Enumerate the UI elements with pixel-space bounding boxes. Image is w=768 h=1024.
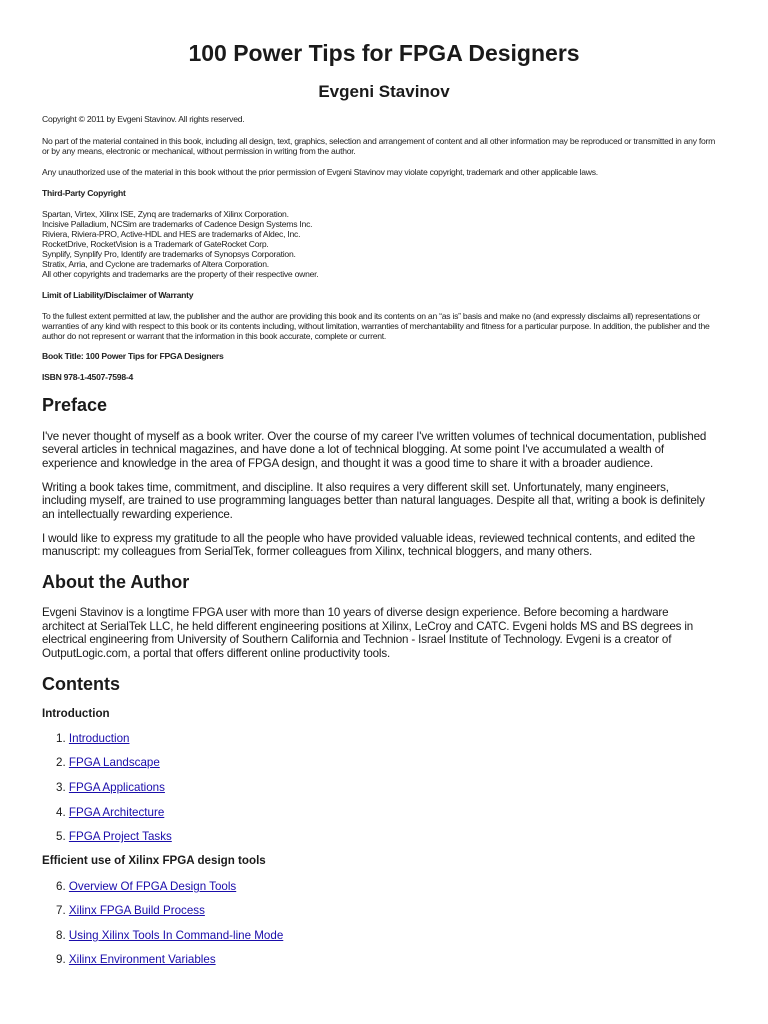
toc-item (56, 904, 205, 918)
toc-link-fpga-project-tasks[interactable]: FPGA Project Tasks (68, 830, 172, 843)
about-line: architect at SerialTek LLC, he held different engineering positions at Xilinx, LeCroy and CATC. Evgeni holds MS and BS degrees in (42, 620, 694, 633)
toc-number: 4. (56, 806, 66, 819)
trademark-line: Spartan, Virtex, Xilinx ISE, Zynq are trademarks of Xilinx Corporation. (42, 209, 289, 219)
book-title: 100 Power Tips for FPGA Designers (188, 40, 580, 66)
toc-item (56, 756, 160, 770)
trademark-line: RocketDrive, RocketVision is a Trademark of GateRocket Corp. (42, 239, 269, 249)
toc-link-overview-design-tools[interactable]: Overview Of FPGA Design Tools (68, 880, 237, 893)
liability-heading: Limit of Liability/Disclaimer of Warranty (42, 290, 194, 300)
liability-line: To the fullest extent permitted at law, the publisher and the author are providing this book and its contents on an “as is” basis and make no (and expressly disclaims all) representations or (42, 311, 701, 321)
trademark-line: Incisive Palladium, NCSim are trademarks of Cadence Design Systems Inc. (42, 219, 313, 229)
book-author: Evgeni Stavinov (318, 82, 450, 101)
preface-line: including myself, are trained to use programming languages better than natural languages. Despite all that, writing a book is definitely (42, 494, 705, 507)
toc-number: 6. (56, 880, 66, 893)
toc-link-command-line-mode[interactable]: Using Xilinx Tools In Command-line Mode (68, 929, 284, 942)
toc-link-fpga-architecture[interactable]: FPGA Architecture (68, 806, 165, 819)
about-line: Evgeni Stavinov is a longtime FPGA user with more than 10 years of diverse design experience. Before becoming a hardware (42, 606, 669, 619)
contents-section-xilinx-tools: Efficient use of Xilinx FPGA design tools (42, 854, 266, 867)
toc-number: 2. (56, 756, 66, 769)
about-line: OutputLogic.com, a portal that offers different online productivity tools. (42, 647, 391, 660)
preface-line: I would like to express my gratitude to all the people who have provided valuable ideas, reviewed technical contents, and edited the (42, 532, 696, 545)
toc-link-fpga-landscape[interactable]: FPGA Landscape (68, 756, 160, 769)
toc-number: 1. (56, 732, 66, 745)
rights-paragraph-line: or by any means, electronic or mechanical, without permission in writing from the author. (42, 146, 356, 156)
toc-number: 3. (56, 781, 66, 794)
isbn-line: ISBN 978-1-4507-7598-4 (42, 372, 133, 382)
toc-link-fpga-applications[interactable]: FPGA Applications (68, 781, 165, 794)
toc-item (56, 880, 236, 894)
toc-item (56, 781, 165, 795)
liability-line: author do not represent or warrant that the information in this book accurate, complete or current. (42, 331, 387, 341)
liability-line: warranties of any kind with respect to this book or its contents including, without limitation, warranties of merchantability and fitness for a particular purpose. In addition, the publisher and the (42, 321, 710, 331)
preface-line: experience and knowledge in the area of FPGA design, and thought it was a good time to share it with a broader audience. (42, 457, 654, 470)
toc-link-xilinx-build-process[interactable]: Xilinx FPGA Build Process (68, 904, 205, 917)
toc-item (56, 929, 283, 943)
toc-number: 7. (56, 904, 66, 917)
toc-item (56, 732, 130, 746)
trademark-line: Stratix, Arria, and Cyclone are trademarks of Altera Corporation. (42, 259, 269, 269)
toc-number: 8. (56, 929, 66, 942)
toc-number: 5. (56, 830, 66, 843)
toc-link-environment-variables[interactable]: Xilinx Environment Variables (68, 953, 216, 966)
preface-line: I've never thought of myself as a book writer. Over the course of my career I've written volumes of technical documentation, published (42, 430, 707, 443)
toc-link-introduction[interactable]: Introduction (68, 732, 130, 745)
preface-heading: Preface (42, 395, 108, 415)
preface-line: several articles in technical magazines, and have done a lot of technical blogging. At some point I've accumulated a wealth of (42, 443, 664, 456)
unauthorized-use-notice: Any unauthorized use of the material in this book without the prior permission of Evgeni Stavinov may violate copyright, trademark and other applicable laws. (42, 167, 598, 177)
about-heading: About the Author (42, 572, 190, 592)
about-line: electrical engineering from University of Southern California and Technion - Israel Institute of Technology. Evgeni is a creator of (42, 633, 672, 646)
preface-line: manuscript: my colleagues from SerialTek, former colleagues from Xilinx, technical bloggers, and many others. (42, 545, 593, 558)
rights-paragraph-line: No part of the material contained in this book, including all design, text, graphics, selection and arrangement of content and all other information may be reproduced or transmitted in any form (42, 136, 716, 146)
trademark-line: All other copyrights and trademarks are the property of their respective owner. (42, 269, 319, 279)
preface-line: an intellectually rewarding experience. (42, 508, 233, 521)
toc-item (56, 806, 164, 820)
toc-number: 9. (56, 953, 66, 966)
contents-heading: Contents (42, 674, 120, 694)
third-party-heading: Third-Party Copyright (42, 188, 126, 198)
book-title-line: Book Title: 100 Power Tips for FPGA Designers (42, 351, 224, 361)
toc-item (56, 830, 172, 844)
copyright-notice: Copyright © 2011 by Evgeni Stavinov. All rights reserved. (42, 114, 245, 124)
trademark-line: Riviera, Riviera-PRO, Active-HDL and HES are trademarks of Aldec, Inc. (42, 229, 301, 239)
trademark-line: Synplify, Synplify Pro, Identify are trademarks of Synopsys Corporation. (42, 249, 296, 259)
toc-item (56, 953, 216, 967)
preface-line: Writing a book takes time, commitment, and discipline. It also requires a very different skill set. Unfortunately, many engineers, (42, 481, 669, 494)
contents-section-introduction: Introduction (42, 707, 110, 720)
